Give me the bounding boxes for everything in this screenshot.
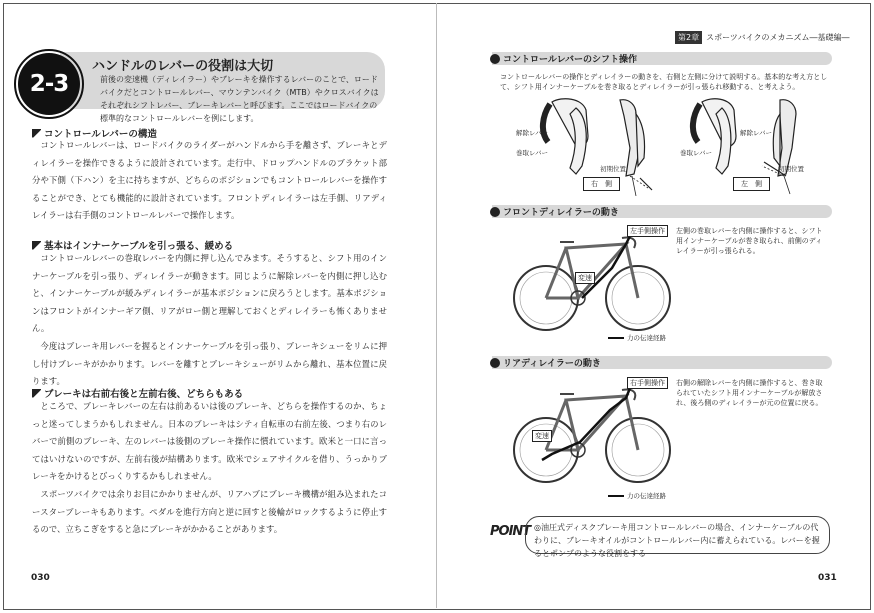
page-gutter xyxy=(436,3,437,608)
legend-line xyxy=(608,495,624,497)
fig3-shift-label: 変速 xyxy=(532,430,552,442)
corner-mark-icon xyxy=(32,241,41,250)
fig2-operation-label: 左手側操作 xyxy=(627,225,668,237)
paragraph: スポーツバイクでは余りお目にかかりませんが、リアハブにブレーキ機構が組み込まれたコースターブレーキもあります。ペダルを進行方向と逆に回すと後輪がロックするように停止するので、立ちこぎをすると急にブレーキがかかることがあります。 xyxy=(32,488,387,535)
fig1-heading: コントロールレバーのシフト操作 xyxy=(492,52,832,65)
fig3-operation-label: 右手側操作 xyxy=(627,377,668,389)
chapter-header xyxy=(675,31,849,44)
point-box xyxy=(525,516,830,558)
legend-line xyxy=(608,337,624,339)
body-cable xyxy=(32,250,387,391)
paragraph: 今度はブレーキ用レバーを握るとインナーケーブルを引っ張り、ブレーキシューをリムに押し付けブレーキがかかります。レバーを離すとブレーキシューがリムから離れ、基本位置に戻ります。 xyxy=(32,340,387,387)
fig2-legend: 力の伝達経路 xyxy=(627,334,666,342)
gear-icon xyxy=(490,207,500,217)
label-winding-right: 巻取レバー xyxy=(516,149,549,157)
subheading-cable: 基本はインナーケーブルを引っ張る、緩める xyxy=(32,238,233,252)
subheading-structure: コントロールレバーの構造 xyxy=(32,126,157,140)
chapter-title: スポーツバイクのメカニズム―基礎編― xyxy=(706,33,850,42)
fig2-shift-label: 変速 xyxy=(575,272,595,284)
label-release-right: 解除レバー xyxy=(516,129,549,137)
lever-illustration xyxy=(490,96,835,196)
paragraph: コントロールレバーの巻取レバーを内側に押し込んでみます。そうすると、シフト用のインナーケーブルを引っ張り、ディレイラーが動きます。同じように解除レバーを内側に押し込むと、インナーケーブルが緩みディレイラーが基本ポジションに戻ろうとします。基本ポジションはフロントがインナーギア側、リアがロー側と理解しておくとディレイラーも怖くありません。 xyxy=(32,253,387,334)
label-release-left: 解除レバー xyxy=(740,129,773,137)
paragraph: コントロールレバーは、ロードバイクのライダーがハンドルから手を離さず、ブレーキとディレイラーを操作できるように設計されています。走行中、ドロップハンドルのブラケット部分や下側（下ハン）を主に持ちますが、どちらのポジションでもコントロールレバーを操作することができ、とても機能的に設計されています。フロントディレイラーは左手側、リアディレイラーは右手側のコントロールレバーで操作します。 xyxy=(32,140,387,221)
fig2-description: 左側の巻取レバーを内側に操作すると、シフト用インナーケーブルが巻き取られ、前側のディレイラーが引っ張られる。 xyxy=(676,227,823,255)
side-label-left: 左 側 xyxy=(733,177,770,191)
section-number-badge: 2-3 xyxy=(18,53,80,115)
label-initial-right: 初期位置 xyxy=(600,165,626,173)
fig3-description: 右側の解除レバーを内側に操作すると、巻き取られていたシフト用インナーケーブルが解放され、後ろ側のディレイラーが元の位置に戻る。 xyxy=(676,379,823,407)
paragraph: ところで、ブレーキレバーの左右は前あるいは後のブレーキ、どちらを操作するのか、ちょっと迷ってしまうかもしれません。日本のブレーキはシティ自転車の右前左後、つまり右のレバーで前側のブレーキ、左のレバーは後側のブレーキ操作に慣れています。欧米と一口に言ってはいけないのですが、左前右後が結構あります。欧米でシェアサイクルを借り、うっかりブレーキをかけるとびっくりするかもしれません。 xyxy=(32,401,387,482)
side-label-right: 右 側 xyxy=(583,177,620,191)
chapter-badge: 第2章 xyxy=(675,31,702,44)
fig2-heading: フロントディレイラーの動き xyxy=(492,205,832,218)
subheading-brake: ブレーキは右前右後と左前右後、どちらもある xyxy=(32,386,243,400)
section-lead: 前後の変速機（ディレイラー）やブレーキを操作するレバーのことで、ロードバイクだとコントロールレバー、マウンテンバイク（MTB）やクロスバイクはそれぞれシフトレバー、ブレーキレバーと呼びます。ここではロードバイクの標準的なコントロールレバーを例にします。 xyxy=(100,75,379,123)
fig1-caption: コントロールレバーの操作とディレイラーの動きを、右側と左側に分けて説明する。基本的な考え方として、シフト用インナーケーブルを巻き取るとディレイラーが引っ張られ移動する、と考えよう。 xyxy=(500,73,828,91)
fig3-heading: リアディレイラーの動き xyxy=(492,356,832,369)
page-number-left: 030 xyxy=(31,573,50,583)
corner-mark-icon xyxy=(32,389,41,398)
point-logo: POINT xyxy=(490,524,531,539)
gear-icon xyxy=(490,54,500,64)
page-number-right: 031 xyxy=(818,573,837,583)
body-structure xyxy=(32,137,387,225)
point-text: ◎油圧式ディスクブレーキ用コントロールレバーの場合、インナーケーブルの代わりに、ブレーキオイルがコントロールレバー内に蓄えられている。レバーを握るとポンプのような役割をする xyxy=(534,523,820,558)
section-title: ハンドルのレバーの役割は大切 xyxy=(92,59,274,74)
body-brake xyxy=(32,398,387,539)
fig3-legend: 力の伝達経路 xyxy=(627,492,666,500)
gear-icon xyxy=(490,358,500,368)
label-initial-left: 初期位置 xyxy=(778,165,804,173)
label-winding-left: 巻取レバー xyxy=(680,149,713,157)
